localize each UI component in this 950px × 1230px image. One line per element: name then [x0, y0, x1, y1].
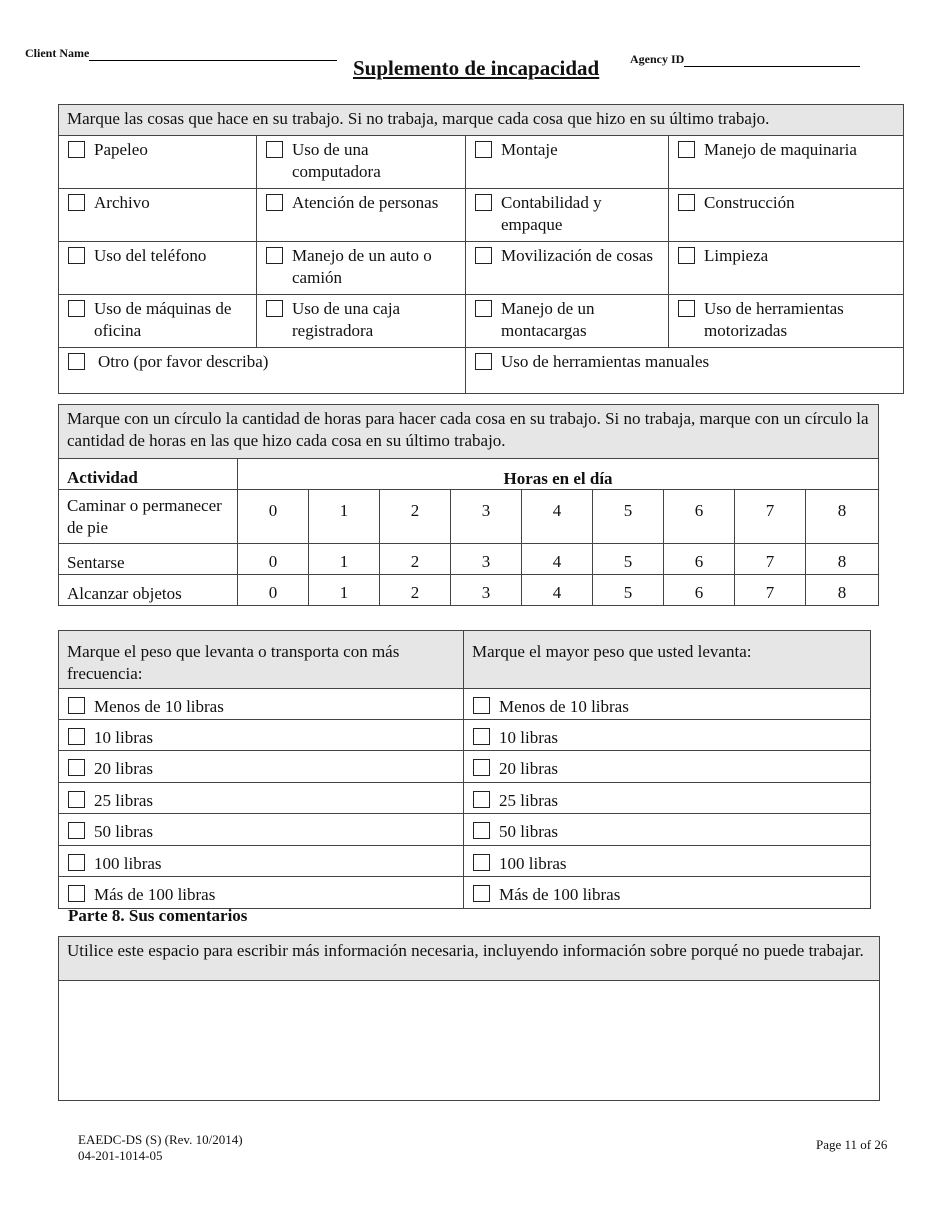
- tasks-instruction: Marque las cosas que hace en su trabajo. Si no trabaja, marque cada cosa que hizo en su último trabajo.: [59, 105, 904, 136]
- activity-label: Sentarse: [59, 544, 238, 575]
- frequent-weight-option[interactable]: 20 libras: [59, 751, 464, 783]
- frequent-weight-header: Marque el peso que levanta o transporta con más frecuencia:: [59, 631, 464, 689]
- checkbox[interactable]: [266, 247, 283, 264]
- hour-option[interactable]: 0: [238, 575, 309, 606]
- checkbox[interactable]: [678, 300, 695, 317]
- checkbox[interactable]: [68, 854, 85, 871]
- activity-header: Actividad: [59, 459, 238, 490]
- weight-row: [59, 877, 871, 909]
- hours-header: Horas en el día: [238, 459, 879, 490]
- hour-option[interactable]: 3: [451, 544, 522, 575]
- weight-table: [58, 630, 871, 909]
- frequent-weight-option[interactable]: 50 libras: [59, 814, 464, 846]
- checkbox[interactable]: [68, 697, 85, 714]
- task-option[interactable]: Uso del teléfono: [59, 242, 257, 295]
- task-option[interactable]: Archivo: [59, 189, 257, 242]
- page-title: Suplemento de incapacidad: [353, 56, 600, 80]
- checkbox[interactable]: [68, 300, 85, 317]
- frequent-weight-option[interactable]: 100 libras: [59, 846, 464, 877]
- hour-option[interactable]: 0: [238, 544, 309, 575]
- task-option-hand-tools[interactable]: Uso de herramientas manuales: [466, 348, 904, 394]
- checkbox[interactable]: [475, 300, 492, 317]
- checkbox[interactable]: [473, 697, 490, 714]
- agency-id-field[interactable]: [630, 52, 860, 67]
- hours-row-walking: [59, 490, 879, 544]
- max-weight-option[interactable]: 20 libras: [464, 751, 871, 783]
- checkbox[interactable]: [68, 194, 85, 211]
- tasks-table: [58, 104, 904, 394]
- task-option[interactable]: Uso de máquinas de oficina: [59, 295, 257, 348]
- hour-option[interactable]: 6: [664, 544, 735, 575]
- hour-option[interactable]: 5: [593, 575, 664, 606]
- checkbox[interactable]: [68, 791, 85, 808]
- max-weight-option[interactable]: 25 libras: [464, 783, 871, 814]
- hour-option[interactable]: 3: [451, 490, 522, 544]
- checkbox[interactable]: [475, 247, 492, 264]
- checkbox[interactable]: [68, 885, 85, 902]
- hour-option[interactable]: 8: [806, 575, 879, 606]
- task-option[interactable]: Construcción: [669, 189, 904, 242]
- task-option[interactable]: Uso de una caja registradora: [257, 295, 466, 348]
- task-option[interactable]: Limpieza: [669, 242, 904, 295]
- hour-option[interactable]: 6: [664, 575, 735, 606]
- form-id: EAEDC-DS (S) (Rev. 10/2014): [78, 1132, 243, 1147]
- page-number: Page 11 of 26: [816, 1137, 888, 1152]
- checkbox[interactable]: [68, 247, 85, 264]
- checkbox[interactable]: [473, 822, 490, 839]
- checkbox[interactable]: [475, 353, 492, 370]
- checkbox[interactable]: [678, 247, 695, 264]
- activity-label: Caminar o permanecer de pie: [59, 490, 238, 544]
- hour-option[interactable]: 7: [735, 575, 806, 606]
- tasks-row: [59, 348, 904, 394]
- task-option[interactable]: Contabilidad y empaque: [466, 189, 669, 242]
- checkbox[interactable]: [68, 728, 85, 745]
- checkbox[interactable]: [68, 141, 85, 158]
- tasks-row: [59, 136, 904, 189]
- frequent-weight-option[interactable]: Menos de 10 libras: [59, 689, 464, 720]
- frequent-weight-option[interactable]: Más de 100 libras: [59, 877, 464, 909]
- activity-label: Alcanzar objetos: [59, 575, 238, 606]
- client-name-field[interactable]: [25, 46, 337, 61]
- frequent-weight-option[interactable]: 10 libras: [59, 720, 464, 751]
- max-weight-option[interactable]: 10 libras: [464, 720, 871, 751]
- hour-option[interactable]: 5: [593, 544, 664, 575]
- hours-table: [58, 404, 879, 606]
- weight-row: [59, 689, 871, 720]
- task-option[interactable]: Movilización de cosas: [466, 242, 669, 295]
- checkbox[interactable]: [473, 885, 490, 902]
- comments-textarea[interactable]: [59, 981, 880, 1101]
- hour-option[interactable]: 8: [806, 544, 879, 575]
- client-name-line[interactable]: [89, 48, 337, 61]
- task-option[interactable]: Manejo de maquinaria: [669, 136, 904, 189]
- tasks-row: [59, 295, 904, 348]
- max-weight-option[interactable]: 100 libras: [464, 846, 871, 877]
- hour-option[interactable]: 5: [593, 490, 664, 544]
- checkbox[interactable]: [266, 300, 283, 317]
- hour-option[interactable]: 4: [522, 544, 593, 575]
- task-option[interactable]: Manejo de un auto o camión: [257, 242, 466, 295]
- task-option[interactable]: Uso de herramientas motorizadas: [669, 295, 904, 348]
- client-name-label: Client Name: [25, 46, 90, 60]
- checkbox[interactable]: [475, 141, 492, 158]
- checkbox[interactable]: [68, 759, 85, 776]
- tasks-row: [59, 242, 904, 295]
- hours-row-reaching: [59, 575, 879, 606]
- hour-option[interactable]: 0: [238, 490, 309, 544]
- checkbox[interactable]: [678, 141, 695, 158]
- agency-id-line[interactable]: [684, 54, 860, 67]
- weight-row: [59, 814, 871, 846]
- checkbox[interactable]: [678, 194, 695, 211]
- checkbox[interactable]: [473, 759, 490, 776]
- checkbox[interactable]: [68, 353, 85, 370]
- hour-option[interactable]: 8: [806, 490, 879, 544]
- task-option[interactable]: Uso de una computadora: [257, 136, 466, 189]
- part-8-title: Parte 8. Sus comentarios: [68, 906, 248, 925]
- hour-option[interactable]: 2: [380, 544, 451, 575]
- weight-row: [59, 846, 871, 877]
- weight-row: [59, 720, 871, 751]
- form-footer: [78, 1132, 243, 1164]
- hour-option[interactable]: 7: [735, 544, 806, 575]
- checkbox[interactable]: [68, 822, 85, 839]
- checkbox[interactable]: [473, 728, 490, 745]
- task-option[interactable]: Manejo de un montacargas: [466, 295, 669, 348]
- hour-option[interactable]: 7: [735, 490, 806, 544]
- comments-table: [58, 936, 880, 1101]
- max-weight-option[interactable]: Menos de 10 libras: [464, 689, 871, 720]
- task-option[interactable]: Montaje: [466, 136, 669, 189]
- checkbox[interactable]: [266, 141, 283, 158]
- hour-option[interactable]: 2: [380, 490, 451, 544]
- form-number: 04-201-1014-05: [78, 1148, 163, 1163]
- hour-option[interactable]: 4: [522, 490, 593, 544]
- task-option-other[interactable]: Otro (por favor describa): [59, 348, 466, 394]
- frequent-weight-option[interactable]: 25 libras: [59, 783, 464, 814]
- checkbox[interactable]: [475, 194, 492, 211]
- hour-option[interactable]: 6: [664, 490, 735, 544]
- weight-row: [59, 751, 871, 783]
- hour-option[interactable]: 1: [309, 544, 380, 575]
- hour-option[interactable]: 2: [380, 575, 451, 606]
- hour-option[interactable]: 1: [309, 490, 380, 544]
- agency-id-label: Agency ID: [630, 52, 685, 66]
- checkbox[interactable]: [473, 854, 490, 871]
- max-weight-header: Marque el mayor peso que usted levanta:: [464, 631, 871, 689]
- hours-instruction: Marque con un círculo la cantidad de horas para hacer cada cosa en su trabajo. Si no trabaja, marque con un círculo la cantidad de horas en las que hizo cada cosa en su último trabajo.: [59, 405, 879, 459]
- task-option[interactable]: Atención de personas: [257, 189, 466, 242]
- max-weight-option[interactable]: 50 libras: [464, 814, 871, 846]
- max-weight-option[interactable]: Más de 100 libras: [464, 877, 871, 909]
- hours-row-sitting: [59, 544, 879, 575]
- task-option[interactable]: Papeleo: [59, 136, 257, 189]
- hour-option[interactable]: 3: [451, 575, 522, 606]
- hour-option[interactable]: 1: [309, 575, 380, 606]
- checkbox[interactable]: [266, 194, 283, 211]
- hour-option[interactable]: 4: [522, 575, 593, 606]
- weight-row: [59, 783, 871, 814]
- tasks-row: [59, 189, 904, 242]
- checkbox[interactable]: [473, 791, 490, 808]
- comments-instruction: Utilice este espacio para escribir más información necesaria, incluyendo información sobre porqué no puede trabajar.: [59, 937, 880, 981]
